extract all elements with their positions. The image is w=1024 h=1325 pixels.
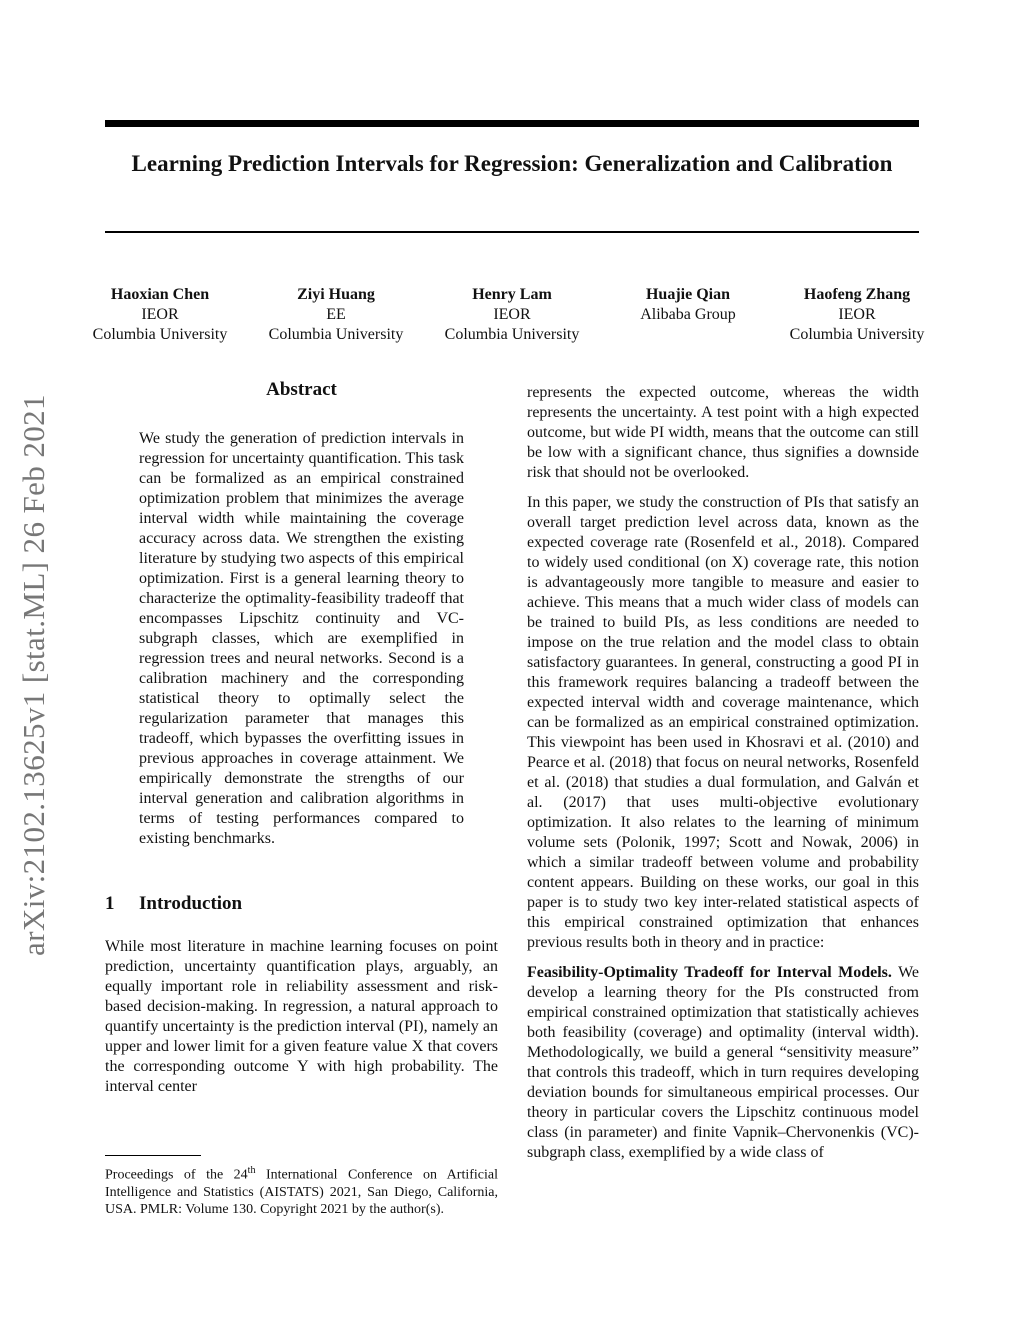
intro-paragraph-continued: represents the expected outcome, whereas the width represents the uncertainty. A test point with a high expected outcome, but wide PI width, means that the outcome can still be low with a significant chance, thus signifies a downside risk that should not be overlooked. — [527, 384, 919, 481]
author-2 — [246, 285, 426, 345]
author-4 — [598, 285, 778, 325]
author-org: Columbia University — [92, 326, 228, 343]
footnote-text-start: Proceedings of the 24 — [105, 1167, 248, 1183]
author-dept: EE — [326, 306, 346, 323]
author-name: Huajie Qian — [645, 286, 730, 303]
abstract-text: We study the generation of prediction intervals in regression for uncertainty quantification. This task can be formalized as an empirical constrained optimization problem that minimizes the average interval width while maintaining the coverage accuracy across data. We strengthen the existing literature by studying two aspects of this empirical optimization. First is a general learning theory to characterize the optimality-feasibility tradeoff that encompasses Lipschitz continuity and VC-subgraph classes, which are exemplified in regression trees and neural networks. Second is a calibration machinery and the corresponding statistical theory to optimally select the regularization parameter that manages this tradeoff, which bypasses the overfitting issues in previous approaches in coverage attainment. We empirically demonstrate the strengths of our interval generation and calibration algorithms in terms of testing performances compared to existing benchmarks. — [139, 430, 464, 847]
author-org: Columbia University — [268, 326, 404, 343]
author-dept: IEOR — [493, 306, 531, 323]
title-top-rule — [105, 120, 919, 127]
author-3 — [422, 285, 602, 345]
right-column — [527, 383, 919, 1163]
intro-paragraph-1: While most literature in machine learning focuses on point prediction, uncertainty quantification plays, arguably, an equally important role in reliability assessment and risk-based decision-making. In regression, a natural approach to quantify uncertainty is the prediction interval (PI), namely an upper and lower limit for a given feature value X that covers the corresponding outcome Y with high probability. The interval center — [105, 938, 498, 1095]
footnote-rule — [105, 1155, 201, 1156]
paper-title: Learning Prediction Intervals for Regression: Generalization and Calibration — [131, 151, 893, 176]
run-in-heading: Feasibility-Optimality Tradeoff for Interval Models. — [527, 964, 892, 981]
author-org: Columbia University — [789, 326, 925, 343]
intro-paragraph-3 — [527, 963, 919, 1163]
title-bottom-rule — [105, 231, 919, 233]
footnote-text-end: International Conference on Artificial Intelligence and Statistics (AISTATS) 2021, San Diego, California, USA. PMLR: Volume 130. Copyright 2021 by the author(s). — [105, 1167, 498, 1217]
author-dept: IEOR — [141, 306, 179, 323]
author-1 — [70, 285, 250, 345]
abstract-heading: Abstract — [266, 379, 337, 400]
section-number: 1 — [105, 893, 115, 914]
author-5 — [767, 285, 947, 345]
author-block — [70, 285, 954, 355]
author-name: Henry Lam — [472, 286, 552, 303]
section-heading-introduction — [105, 894, 498, 914]
arxiv-identifier: arXiv:2102.13625v1 [stat.ML] 26 Feb 2021 — [16, 394, 51, 956]
author-org: Columbia University — [444, 326, 580, 343]
author-name: Ziyi Huang — [297, 286, 375, 303]
author-dept: Alibaba Group — [640, 306, 736, 323]
left-column — [105, 380, 498, 1097]
author-name: Haofeng Zhang — [803, 286, 911, 303]
footnote — [105, 1162, 498, 1218]
section-title: Introduction — [139, 893, 243, 914]
author-name: Haoxian Chen — [110, 286, 210, 303]
arxiv-sidebar — [8, 350, 60, 1000]
intro-paragraph-2: In this paper, we study the construction of PIs that satisfy an overall target prediction level across data, known as the expected coverage rate (Rosenfeld et al., 2018). Compared to widely used conditional (on X) coverage rate, this notion is advantageously more tangible to measure and easier to achieve. This means that a much wider class of models can be trained to build PIs, as less conditions are needed to impose on the true relation and the model class to obtain satisfactory guarantees. In general, constructing a good PI in this framework requires balancing a tradeoff between the expected interval width and coverage maintenance, which can be formalized as an empirical constrained optimization. This viewpoint has been used in Khosravi et al. (2010) and Pearce et al. (2018) that focus on neural networks, Rosenfeld et al. (2018) that studies a dual formulation, and Galván et al. (2017) that uses multi-objective evolutionary optimization. It also relates to the learning of minimum volume sets (Polonik, 1997; Scott and Nowak, 2006) in which a similar tradeoff between volume and probability content appears. Building on these works, our goal in this paper is to study two key inter-related statistical aspects of this empirical constrained optimization that enhances previous results both in theory and in practice: — [527, 494, 919, 951]
paragraph-body: We develop a learning theory for the PIs constructed from empirical constrained optimization that statistically achieves both feasibility (coverage) and optimality (interval width). Methodologically, we build a general “sensitivity measure” that controls this tradeoff, which in turn requires developing deviation bounds for simultaneous empirical processes. Our theory in particular covers the Lipschitz continuous model class (in parameter) and finite Vapnik–Chervonenkis (VC)-subgraph class, exemplified by a wide class of — [527, 964, 919, 1161]
author-dept: IEOR — [838, 306, 876, 323]
footnote-superscript: th — [247, 1165, 256, 1176]
